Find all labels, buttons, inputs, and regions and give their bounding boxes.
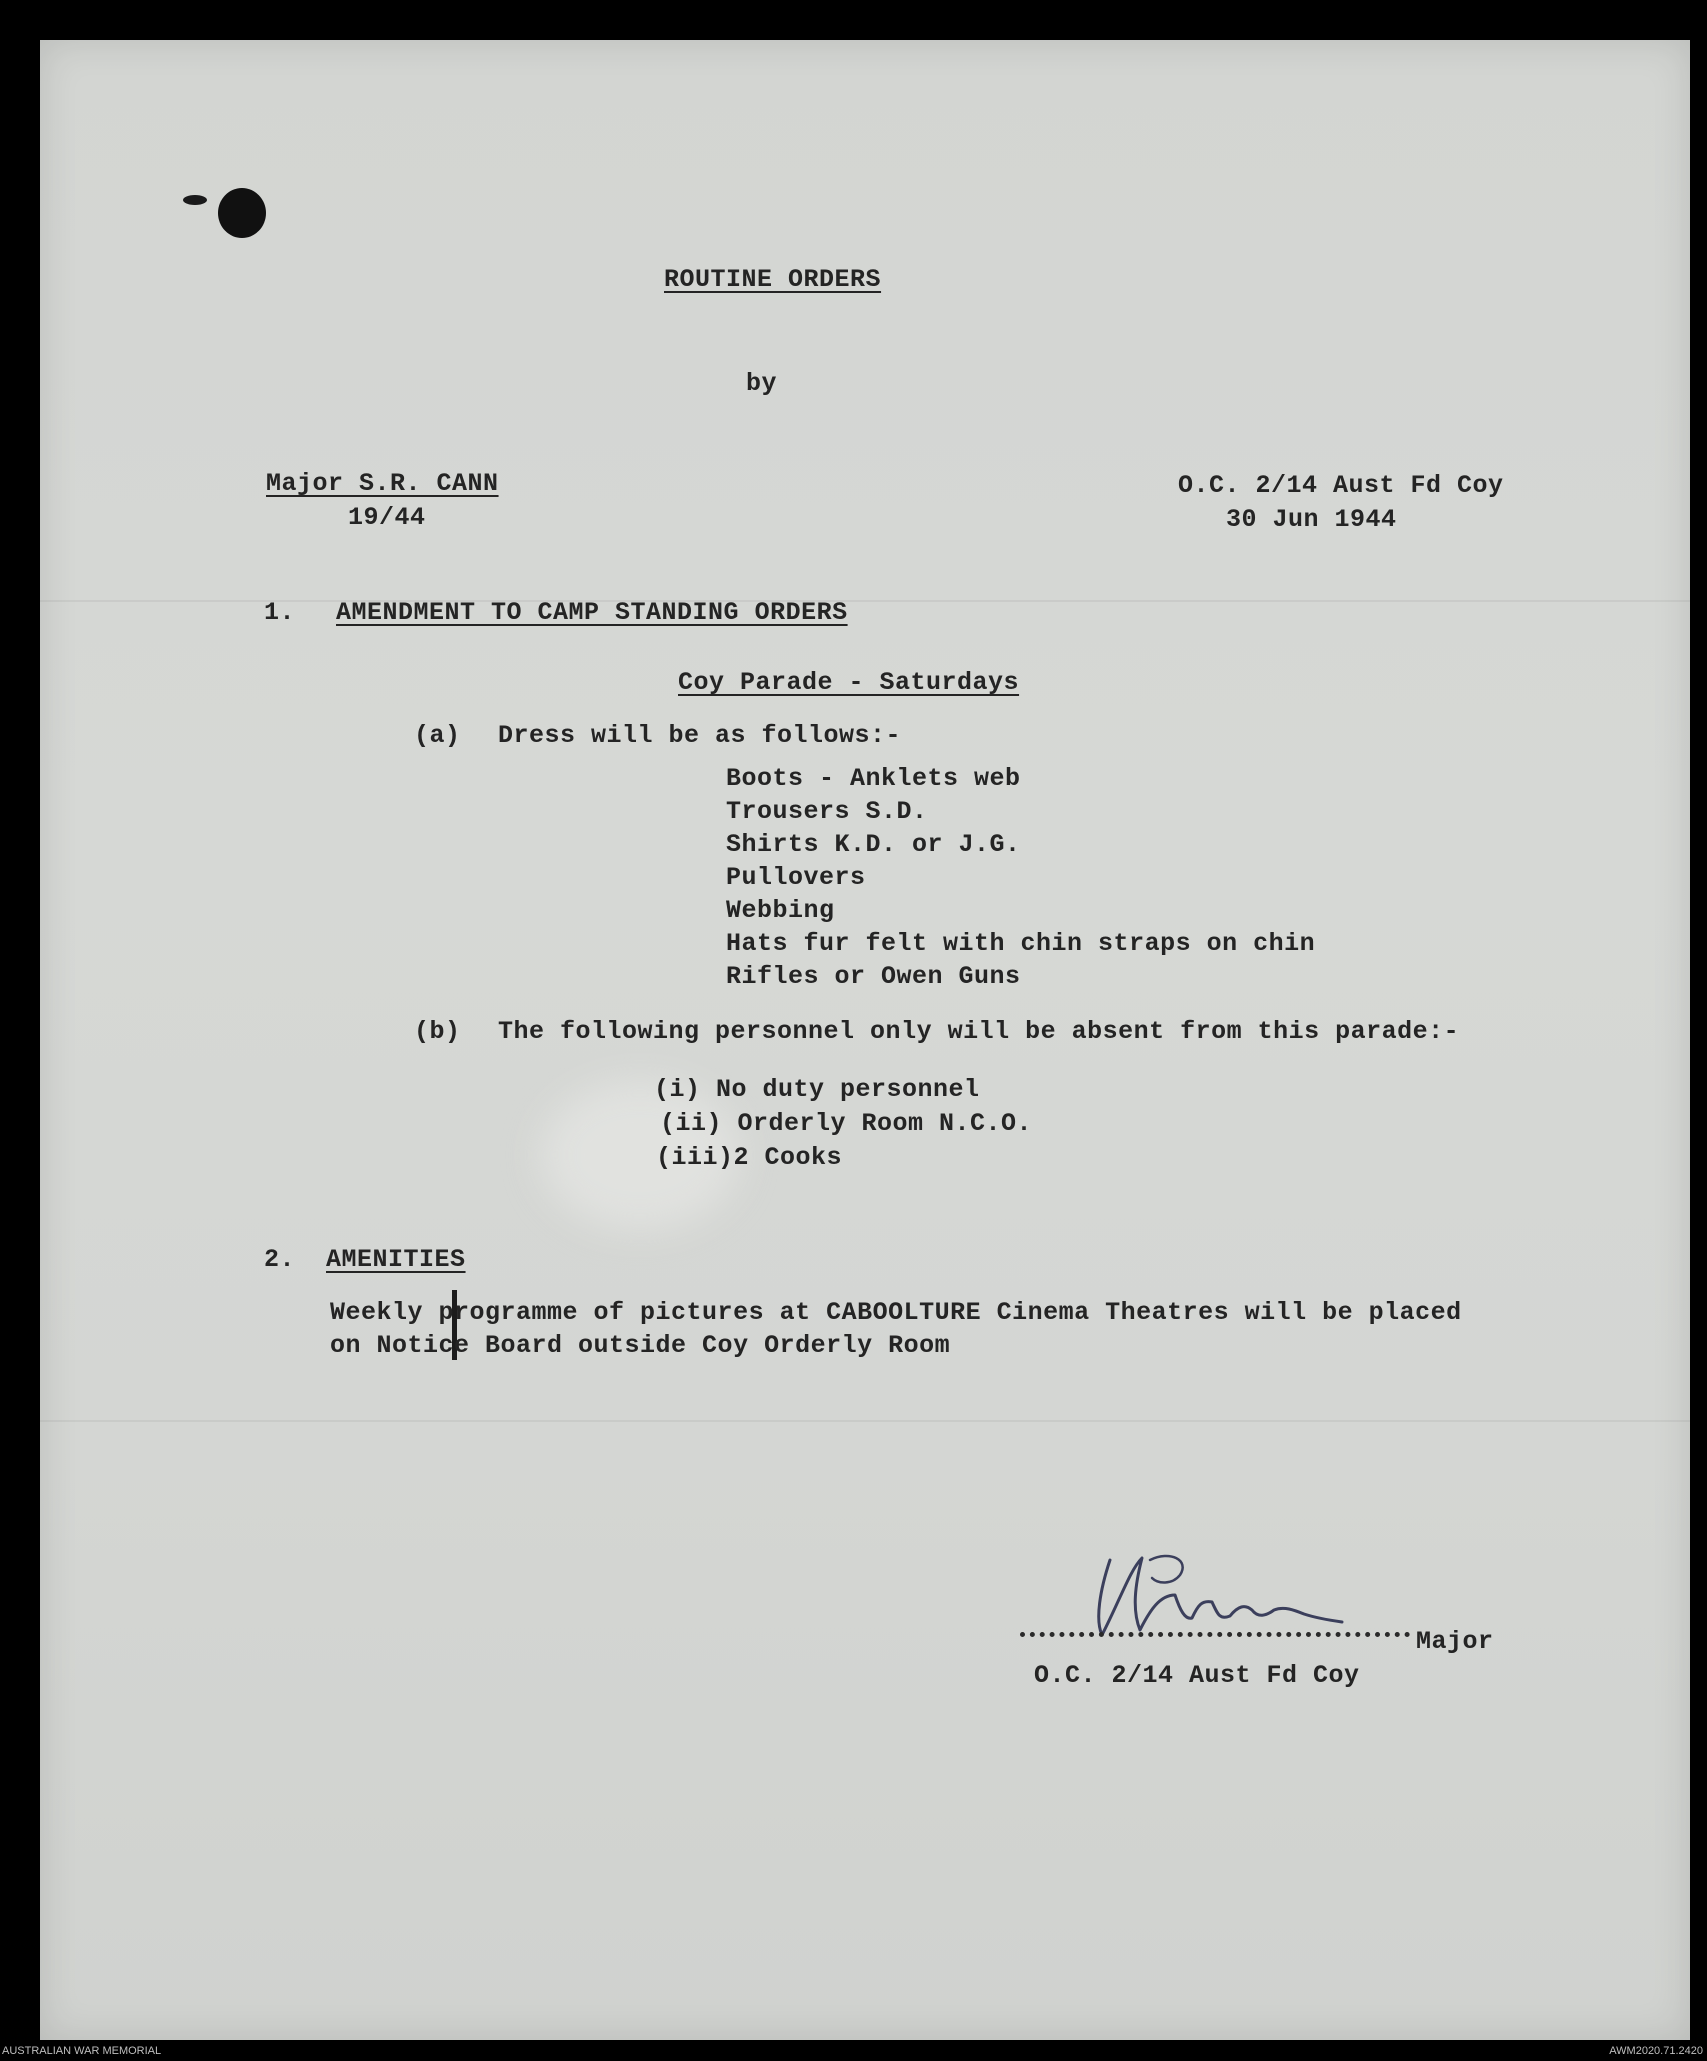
ink-mark xyxy=(183,195,207,205)
footer-institution: AUSTRALIAN WAR MEMORIAL xyxy=(2,2045,162,2057)
section-2-number: 2. xyxy=(264,1245,296,1274)
section-1-number: 1. xyxy=(264,598,296,627)
dress-item: Rifles or Owen Guns xyxy=(726,962,1021,991)
by-label: by xyxy=(746,369,778,398)
personnel-item: (ii) Orderly Room N.C.O. xyxy=(660,1109,1033,1138)
document-date: 30 Jun 1944 xyxy=(1226,505,1397,534)
signature-rank: Major xyxy=(1416,1627,1494,1656)
dress-item: Hats fur felt with chin straps on chin xyxy=(726,929,1316,958)
unit-name: O.C. 2/14 Aust Fd Coy xyxy=(1178,471,1504,500)
item-a-text: Dress will be as follows:- xyxy=(498,721,902,750)
section-1-subheading: Coy Parade - Saturdays xyxy=(678,668,1020,697)
section-2-body-line1: Weekly programme of pictures at CABOOLTURE Cinema Theatres will be placed xyxy=(330,1298,1462,1327)
dress-item: Shirts K.D. or J.G. xyxy=(726,830,1021,859)
dress-item: Webbing xyxy=(726,896,835,925)
item-b-label: (b) xyxy=(414,1017,461,1046)
section-2-body-line2: on Notice Board outside Coy Orderly Room xyxy=(330,1331,951,1360)
order-number: 19/44 xyxy=(348,503,426,532)
issuer-name: Major S.R. CANN xyxy=(266,469,499,498)
footer-catalog-id: AWM2020.71.2420 xyxy=(1609,2045,1703,2057)
personnel-item: (iii)2 Cooks xyxy=(656,1143,843,1172)
signature-line xyxy=(1020,1632,1410,1637)
paper-crease xyxy=(40,1420,1690,1422)
section-1-heading: AMENDMENT TO CAMP STANDING ORDERS xyxy=(336,598,848,627)
dress-item: Boots - Anklets web xyxy=(726,764,1021,793)
dress-item: Trousers S.D. xyxy=(726,797,928,826)
personnel-item: (i) No duty personnel xyxy=(654,1075,980,1104)
signature-unit: O.C. 2/14 Aust Fd Coy xyxy=(1034,1661,1360,1690)
item-a-label: (a) xyxy=(414,721,461,750)
item-b-text: The following personnel only will be absent from this parade:- xyxy=(498,1017,1460,1046)
section-2-heading: AMENITIES xyxy=(326,1245,466,1274)
punch-hole xyxy=(218,188,266,238)
dress-item: Pullovers xyxy=(726,863,866,892)
document-title: ROUTINE ORDERS xyxy=(664,265,882,294)
